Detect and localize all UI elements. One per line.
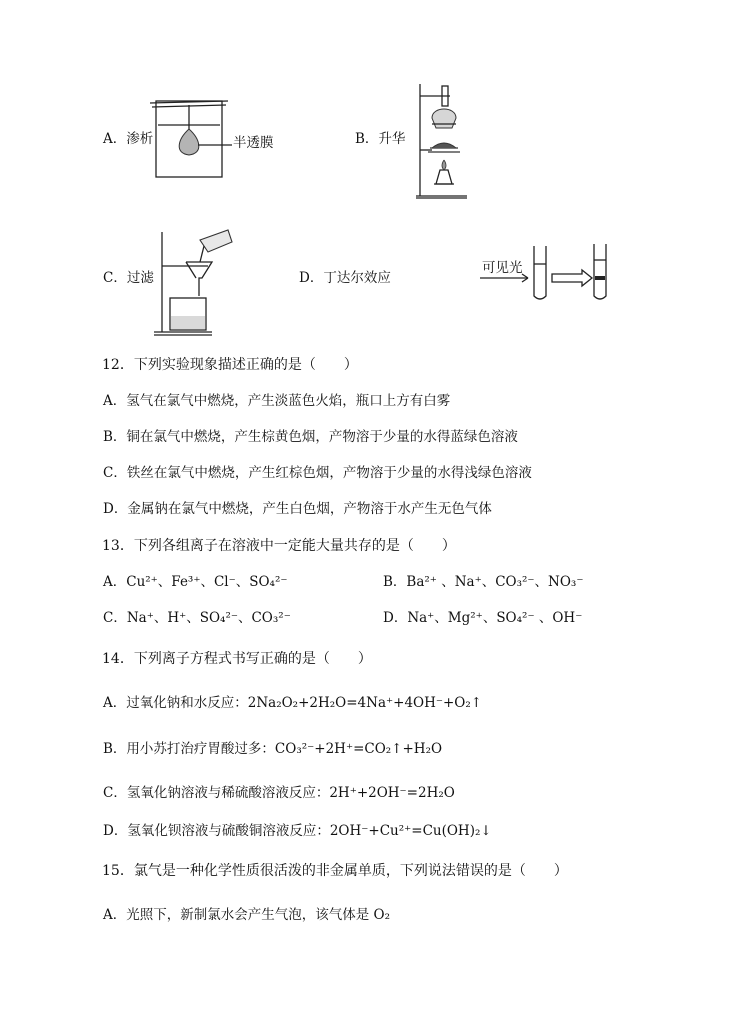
tyndall-effect-figure (478, 240, 618, 304)
sublimation-apparatus-figure (412, 76, 472, 200)
question-15-option-a: A．光照下，新制氯水会产生气泡，该气体是 O₂ (103, 907, 391, 923)
question-12-option-a: A．氢气在氯气中燃烧，产生淡蓝色火焰，瓶口上方有白雾 (103, 393, 451, 409)
question-14-option-c: C．氢氧化钠溶液与稀硫酸溶液反应：2H⁺+2OH⁻=2H₂O (103, 785, 455, 801)
question-14-option-b: B．用小苏打治疗胃酸过多：CO₃²⁻+2H⁺=CO₂↑+H₂O (103, 741, 443, 757)
question-14-stem: 14．下列离子方程式书写正确的是（ ） (102, 651, 372, 667)
option-c-label: C．过滤 (103, 270, 154, 286)
question-12-stem: 12．下列实验现象描述正确的是（ ） (102, 357, 358, 373)
question-13-option-d: D．Na⁺、Mg²⁺、SO₄²⁻ 、OH⁻ (383, 610, 583, 626)
question-12-option-b: B．铜在氯气中燃烧，产生棕黄色烟，产物溶于少量的水得蓝绿色溶液 (103, 429, 518, 445)
question-12-option-c: C．铁丝在氯气中燃烧，产生红棕色烟，产物溶于少量的水得浅绿色溶液 (103, 465, 532, 481)
question-13-stem: 13．下列各组离子在溶液中一定能大量共存的是（ ） (102, 538, 456, 554)
visible-light-label: 可见光 (482, 260, 523, 276)
option-d-label: D．丁达尔效应 (299, 270, 391, 286)
question-14-option-d: D．氢氧化钡溶液与硫酸铜溶液反应：2OH⁻+Cu²⁺=Cu(OH)₂↓ (103, 823, 492, 839)
question-15-stem: 15．氯气是一种化学性质很活泼的非金属单质，下列说法错误的是（ ） (102, 863, 568, 879)
filtration-apparatus-figure (152, 212, 238, 338)
option-a-label: A．渗析 (103, 131, 154, 147)
question-12-option-d: D．金属钠在氯气中燃烧，产生白色烟，产物溶于水产生无色气体 (103, 501, 492, 517)
option-b-label: B．升华 (355, 131, 406, 147)
question-13-option-b: B．Ba²⁺ 、Na⁺、CO₃²⁻、NO₃⁻ (383, 574, 584, 590)
question-13-option-c: C．Na⁺、H⁺、SO₄²⁻、CO₃²⁻ (103, 610, 291, 626)
question-13-option-a: A．Cu²⁺、Fe³⁺、Cl⁻、SO₄²⁻ (103, 574, 288, 590)
question-14-option-a: A．过氧化钠和水反应：2Na₂O₂+2H₂O=4Na⁺+4OH⁻+O₂↑ (103, 695, 483, 711)
semipermeable-membrane-label: 半透膜 (233, 135, 274, 151)
